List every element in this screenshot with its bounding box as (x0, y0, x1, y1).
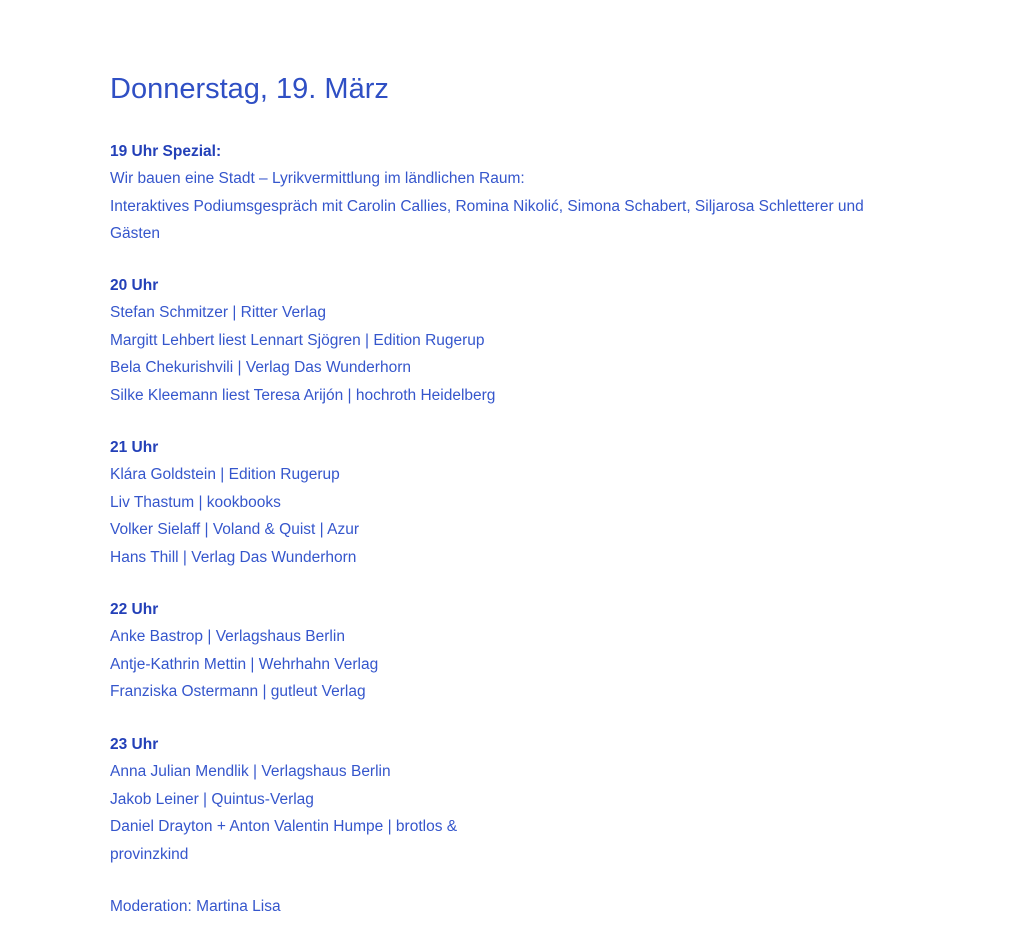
special-event-block (110, 138, 940, 248)
day-title: Donnerstag, 19. März (110, 73, 389, 105)
special-event-title: Wir bauen eine Stadt – Lyrikvermittlung im ländlichen Raum: (110, 170, 525, 188)
special-event-description: Interaktives Podiumsgespräch mit Carolin Callies, Romina Nikolić, Simona Schabert, Siljarosa Schletterer und (110, 197, 864, 215)
reading-entry: Margitt Lehbert liest Lennart Sjögren | Edition Rugerup (110, 331, 485, 349)
moderation-credit: Moderation: Martina Lisa (110, 898, 281, 915)
reading-entry: provinzkind (110, 845, 189, 863)
reading-entry: Silke Kleemann liest Teresa Arijón | hochroth Heidelberg (110, 386, 496, 404)
reading-entry: Daniel Drayton + Anton Valentin Humpe | brotlos & (110, 818, 458, 836)
reading-entry: Franziska Ostermann | gutleut Verlag (110, 683, 366, 701)
time-slot-23 (110, 731, 940, 868)
reading-entry: Stefan Schmitzer | Ritter Verlag (110, 304, 326, 322)
time-slot-22 (110, 596, 940, 706)
time-slot-heading: 20 Uhr (110, 277, 159, 294)
reading-entry: Jakob Leiner | Quintus-Verlag (110, 790, 314, 808)
time-slot-21 (110, 434, 940, 571)
reading-entry: Liv Thastum | kookbooks (110, 493, 281, 511)
time-slot-heading: 22 Uhr (110, 601, 159, 618)
time-slot-20 (110, 272, 940, 409)
reading-entry: Hans Thill | Verlag Das Wunderhorn (110, 548, 357, 566)
reading-entry: Anna Julian Mendlik | Verlagshaus Berlin (110, 763, 391, 781)
reading-entry: Antje-Kathrin Mettin | Wehrhahn Verlag (110, 655, 379, 673)
reading-entry: Volker Sielaff | Voland & Quist | Azur (110, 521, 360, 539)
reading-entry: Bela Chekurishvili | Verlag Das Wunderhorn (110, 359, 411, 377)
time-slot-heading: 21 Uhr (110, 439, 159, 456)
special-event-heading: 19 Uhr Spezial: (110, 143, 222, 160)
time-slot-heading: 23 Uhr (110, 736, 159, 753)
reading-entry: Klára Goldstein | Edition Rugerup (110, 466, 340, 484)
special-event-description-end: Gästen (110, 225, 160, 243)
reading-entry: Anke Bastrop | Verlagshaus Berlin (110, 628, 345, 646)
